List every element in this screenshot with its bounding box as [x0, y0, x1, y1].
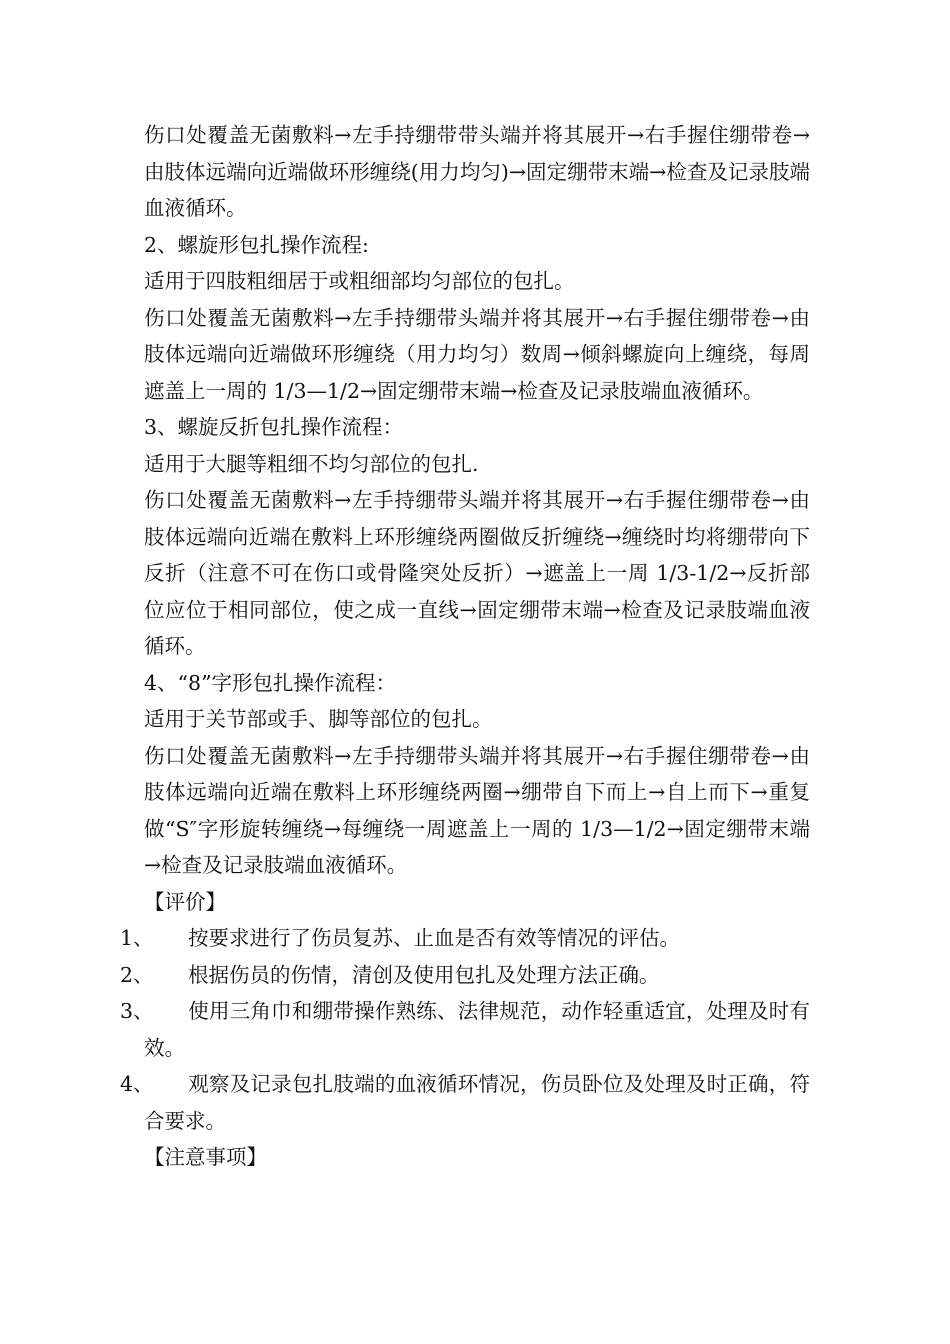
- section-2-title: 2、螺旋形包扎操作流程:: [144, 232, 369, 257]
- evaluation-item-number: 4、: [120, 1072, 154, 1096]
- evaluation-item-text: 按要求进行了伤员复苏、止血是否有效等情况的评估。: [188, 926, 680, 950]
- document-body: [120, 117, 810, 1176]
- evaluation-item-text: 根据伤员的伤情，清创及使用包扎及处理方法正确。: [188, 962, 660, 987]
- section-2-scope: 适用于四肢粗细居于或粗细部均匀部位的包扎。: [144, 269, 575, 293]
- evaluation-item-1: [120, 920, 810, 957]
- section-4-title: 4、“8”字形包扎操作流程：: [144, 670, 397, 695]
- evaluation-item-text: 使用三角巾和绷带操作熟练、法律规范，动作轻重适宜，处理及时有效。: [144, 999, 810, 1060]
- intro-flow-paragraph: 伤口处覆盖无菌敷料→左手持绷带带头端并将其展开→右手握住绷带卷→由肢体远端向近端做环形缠绕(用力均匀)→固定绷带末端→检查及记录肢端血液循环。: [144, 123, 810, 220]
- evaluation-item-4: [120, 1066, 810, 1139]
- evaluation-item-number: 3、: [120, 999, 154, 1023]
- section-4-scope: 适用于关节部或手、脚等部位的包扎。: [144, 707, 493, 731]
- section-3-title: 3、螺旋反折包扎操作流程：: [144, 415, 404, 439]
- evaluation-item-number: 2、: [120, 962, 154, 987]
- section-2-flow: 伤口处覆盖无菌敷料→左手持绷带头端并将其展开→右手握住绷带卷→由肢体远端向近端做环形缠绕（用力均匀）数周→倾斜螺旋向上缠绕，每周遮盖上一周的 1/3—1/2→固定绷带末端→检查及记录肢端血液循环。: [144, 305, 810, 403]
- evaluation-item-number: 1、: [120, 926, 154, 950]
- evaluation-item-3: [120, 993, 810, 1066]
- notes-title: 【注意事项】: [144, 1145, 267, 1169]
- section-4-flow: 伤口处覆盖无菌敷料→左手持绷带头端并将其展开→右手握住绷带卷→由肢体远端向近端在敷料上环形缠绕两圈→绷带自下而上→自上而下→重复做“S″字形旋转缠绕→每缠绕一周遮盖上一周的 1/3—1/2→固定绷带末端→检查及记录肢端血液循环。: [144, 743, 810, 877]
- section-3-scope: 适用于大腿等粗细不均匀部位的包扎.: [144, 451, 479, 476]
- evaluation-item-2: [120, 957, 810, 994]
- section-3-flow: 伤口处覆盖无菌敷料→左手持绷带头端并将其展开→右手握住绷带卷→由肢体远端向近端在敷料上环形缠绕两圈做反折缠绕→缠绕时均将绷带向下反折（注意不可在伤口或骨隆突处反折）→遮盖上一周 1/3-1/2→反折部位应位于相同部位，使之成一直线→固定绷带末端→检查及记录肢端血液循环。: [144, 488, 810, 658]
- evaluation-item-text: 观察及记录包扎肢端的血液循环情况，伤员卧位及处理及时正确，符合要求。: [144, 1072, 810, 1133]
- evaluation-title: 【评价】: [144, 889, 226, 914]
